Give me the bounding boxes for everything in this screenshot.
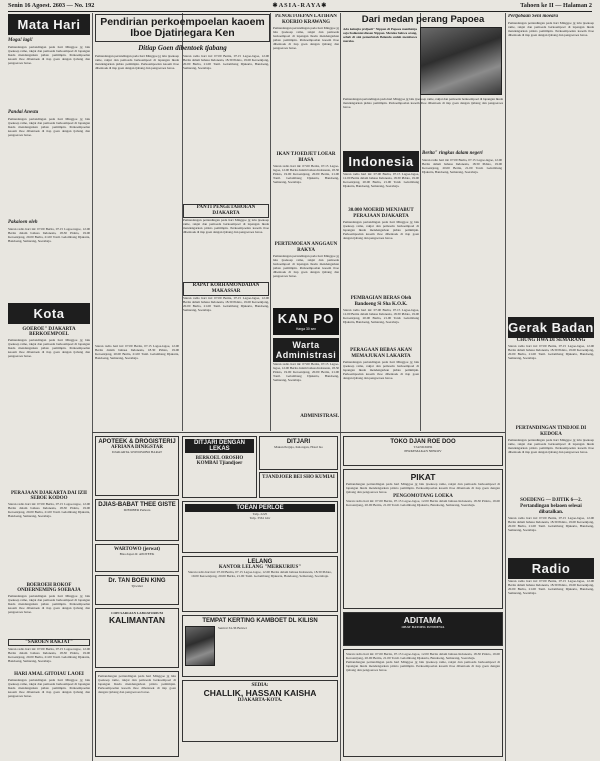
ad-title: DITJARI DENGAN LEKAS bbox=[185, 439, 254, 453]
ad-text: Pemandangan pertandingan pada hari Minggoe jg lalu tjoekoep rame, rakjat dan pemoeda berkoempoel di lapangan Ikada mendengarkan pidato pemimpin. Perkoempoelan kaoem iboe dibentoek di tiap goen dengan tjabang dan pengoeroes baroe. bbox=[346, 660, 500, 672]
masthead: ✱ASIA-RAYA✱ bbox=[272, 2, 328, 9]
column-5 bbox=[508, 14, 594, 759]
article-text: Pemandangan pertandingan pada hari Minggoe jg lalu tjoekoep rame, rakjat dan pemoeda berkoempoel di lapangan Ikada mendengarkan pidato pemimpin. Perkoempoelan kaoem iboe dibentoek di tiap goen dengan tjabang dan pengoeroes baroe. bbox=[343, 220, 419, 241]
ad-illustration bbox=[185, 626, 215, 666]
ad-title: TOKO DJAN ROE DOO bbox=[390, 439, 456, 445]
ad-name: BERKOEL OROSHO KOMBAI Tjiandjoer bbox=[195, 456, 244, 466]
ad-name: KALIMANTAN bbox=[108, 615, 166, 625]
kanpo-price: Harga 30 sen bbox=[295, 327, 317, 331]
subhead: Pandai Anestu bbox=[8, 110, 39, 115]
article-head: IKAN TJOEDJET LOEAR BIASA bbox=[276, 152, 336, 163]
lead-headline-box bbox=[95, 14, 270, 42]
ad-small-listings bbox=[95, 671, 179, 757]
article-text: Siaran radio hari ini: 07.00 Berita, 07.15 Lagoe-lagoe, 12.00 Berita dalam bahasa Indonesia, 18.30 Pidato, 19.00 Keroentjong, 20.00 Berita, 21.00 Tonil. Gelombang Djakarta, Bandoeng, Semarang, Soerabaja. bbox=[183, 54, 269, 71]
ad-name: PENGOMOTANG LOEKA bbox=[393, 494, 453, 499]
subhead: Pakaioen oleh bbox=[8, 220, 38, 225]
article-text: Pemandangan pertandingan pada hari Minggoe jg lalu tjoekoep rame, rakjat dan pemoeda berkoempoel di lapangan Ikada mendengarkan pidato pemimpin. Perkoempoelan kaoem iboe dibentoek di tiap goen dengan tjabang dan pengoeroes baroe. bbox=[95, 54, 179, 71]
article-head: PERTANDINGAN TINDJOE DI KEDOEA bbox=[515, 426, 587, 437]
section-banner-radio: Radio bbox=[508, 558, 594, 579]
article-text: Pemandangan pertandingan pada hari Minggoe jg lalu tjoekoep rame, rakjat dan pemoeda berkoempoel di lapangan Ikada mendengarkan pidato pemimpin. Perkoempoelan kaoem iboe dibentoek di tiap goen dengan tjabang dan pengoeroes baroe. bbox=[343, 97, 503, 110]
article-text: Siaran radio hari ini: 07.00 Berita, 07.15 Lagoe-lagoe, 12.00 Berita dalam bahasa Indonesia, 18.30 Pidato, 19.00 Keroentjong, 20.00 Berita, 21.00 Tonil. Gelombang Djakarta, Bandoeng, Semarang, Soerabaja. bbox=[8, 227, 90, 244]
header-edition: Tahoen ke II — Halaman 2 bbox=[520, 2, 592, 9]
article-text: Pemandangan pertandingan pada hari Minggoe jg lalu tjoekoep rame, rakjat dan pemoeda berkoempoel di lapangan Ikada mendengarkan pidato pemimpin. Perkoempoelan kaoem iboe dibentoek di tiap goen dengan tjabang dan pengoeroes baroe. bbox=[8, 117, 90, 138]
column-rule bbox=[92, 13, 93, 761]
ads-rule bbox=[92, 432, 505, 433]
ad-name: Tjiwidei bbox=[131, 584, 143, 588]
article-head: SOEDENG — DJITIK 6—2. Pertandingan belaoen selesai dibatalkan. bbox=[520, 498, 582, 515]
ad-sub: PERKEMAKAN NIEROV bbox=[404, 449, 442, 453]
lead-headline: Pendirian perkoempoelan kaoem Iboe Djatinegara Ken bbox=[100, 16, 265, 39]
news-photo bbox=[420, 27, 502, 95]
ad-title: TJANDJOER BEI SHO KUMIAI bbox=[262, 475, 335, 480]
papua-headline: Dari medan perang Papoea bbox=[361, 14, 485, 25]
ad-ditjari bbox=[182, 436, 257, 498]
article-text: Siaran radio hari ini: 07.00 Berita, 07.15 Lagoe-lagoe, 12.00 Berita dalam bahasa Indonesia, 18.30 Pidato, 19.00 Keroentjong, 20.00 Berita, 21.00 Tonil. Gelombang Djakarta, Bandoeng, Semarang, Soerabaja. bbox=[343, 172, 419, 189]
ad-name: Bisa dapat di: APOTEEK bbox=[119, 552, 155, 556]
header-rule bbox=[8, 11, 592, 12]
column-rule bbox=[505, 13, 506, 761]
subhead: Moga! lagi! bbox=[8, 38, 33, 43]
article-head: GOEROE" DJAKARTA BERKOEMPOEL bbox=[22, 327, 76, 337]
article-text: Siaran radio hari ini: 07.00 Berita, 07.15 Lagoe-lagoe, 12.00 Berita dalam bahasa Indonesia, 18.30 Pidato, 19.00 Keroentjong, 20.00 Berita, 21.00 Tonil. Gelombang Djakarta, Bandoeng, Semarang, Soerabaja. bbox=[422, 158, 502, 175]
ad-pikat bbox=[343, 469, 503, 609]
article-text: Siaran radio hari ini: 07.00 Berita, 07.15 Lagoe-lagoe, 12.00 Berita dalam bahasa Indonesia, 18.30 Pidato, 19.00 Keroentjong, 20.00 Berita, 21.00 Tonil. Gelombang Djakarta, Bandoeng, Semarang, Soerabaja. bbox=[273, 362, 339, 383]
admin-signature: ADMINISTRASI. bbox=[300, 414, 339, 419]
ad-thee bbox=[95, 499, 179, 541]
article-head: PENOETOEPAN LATIHAN KOERIO KRAWANG bbox=[275, 14, 337, 25]
ad-title: SEDIA: bbox=[251, 683, 269, 688]
article-head: CHUNG HWA DI SEMARANG bbox=[516, 338, 586, 343]
subhead: Pertjobaan Seni moeara bbox=[508, 14, 559, 19]
ad-title: TEMPAT KERTING KAMBOET DL KILISN bbox=[202, 618, 318, 624]
article-text: Siaran radio hari ini: 07.00 Berita, 07.15 Lagoe-lagoe, 12.00 Berita dalam bahasa Indonesia, 18.30 Pidato, 19.00 Keroentjong, 20.00 Berita, 21.00 Tonil. Gelombang Djakarta, Bandoeng, Semarang, Soerabaja. bbox=[343, 308, 419, 325]
ad-text: Pemandangan pertandingan pada hari Minggoe jg lalu tjoekoep rame, rakjat dan pemoeda berkoempoel di lapangan Ikada mendengarkan pidato pemimpin. Perkoempoelan kaoem iboe dibentoek di tiap goen dengan tjabang dan pengoeroes baroe. bbox=[98, 674, 176, 694]
ad-wartowo bbox=[95, 544, 179, 572]
ad-text: Siaran radio hari ini: 07.00 Berita, 07.15 Lagoe-lagoe, 12.00 Berita dalam bahasa Indonesia, 18.30 Pidato, 19.00 Keroentjong, 20.00 Berita, 21.00 Tonil. Gelombang Djakarta, Bandoeng, Semarang, Soerabaja. bbox=[187, 570, 333, 578]
article-head: RAPAT KORHAMONDADAN MAKASSAR bbox=[183, 282, 269, 296]
article-text: Siaran radio hari ini: 07.00 Berita, 07.15 Lagoe-lagoe, 12.00 Berita dalam bahasa Indonesia, 18.30 Pidato, 19.00 Keroentjong, 20.00 Berita, 21.00 Tonil. Gelombang Djakarta, Bandoeng, Semarang, Soerabaja. bbox=[8, 502, 90, 519]
page-header bbox=[8, 2, 592, 11]
radio-schedule: Siaran radio hari ini: 07.00 Berita, 07.15 Lagoe-lagoe, 12.00 Berita dalam bahasa Indonesia, 18.30 Pidato, 19.00 Keroentjong, 20.00 Berita, 21.00 Tonil. Gelombang Djakarta, Bandoeng, Semarang, Soerabaja. bbox=[508, 579, 594, 596]
ad-title: Dr. TAN BOEN KING bbox=[108, 578, 166, 584]
article-text: Pemandangan pertandingan pada hari Minggoe jg lalu tjoekoep rame, rakjat dan pemoeda berkoempoel di lapangan Ikada mendengarkan pidato pemimpin. Perkoempoelan kaoem iboe dibentoek di tiap goen dengan tjabang dan pengoeroes baroe. bbox=[508, 438, 594, 455]
column-4 bbox=[343, 14, 503, 432]
article-text: Siaran radio hari ini: 07.00 Berita, 07.15 Lagoe-lagoe, 12.00 Berita dalam bahasa Indonesia, 18.30 Pidato, 19.00 Keroentjong, 20.00 Berita, 21.00 Tonil. Gelombang Djakarta, Bandoeng, Semarang, Soerabaja. bbox=[508, 344, 594, 361]
article-head: PERAGAAN BEBAS AKAN MEMAJUKAN LAKARTA bbox=[350, 348, 412, 359]
column-rule bbox=[340, 13, 341, 761]
ad-apotheek bbox=[95, 436, 179, 496]
ad-name: Telp. 2225 bbox=[252, 512, 268, 516]
ad-line: DJAKARTA-WONOSOBO BARAT bbox=[111, 450, 163, 454]
article-text: Pemandangan pertandingan pada hari Minggoe jg lalu tjoekoep rame, rakjat dan pemoeda berkoempoel di lapangan Ikada mendengarkan pidato pemimpin. Perkoempoelan kaoem iboe dibentoek di tiap goen dengan tjabang dan pengoeroes baroe. bbox=[8, 594, 90, 615]
article-text: Pemandangan pertandingan pada hari Minggoe jg lalu tjoekoep rame, rakjat dan pemoeda berkoempoel di lapangan Ikada mendengarkan pidato pemimpin. Perkoempoelan kaoem iboe dibentoek di tiap goen dengan tjabang dan pengoeroes baroe. bbox=[343, 360, 419, 381]
ad-text: Siaran radio hari ini: 07.00 Berita, 07.15 Lagoe-lagoe, 12.00 Berita dalam bahasa Indonesia, 18.30 Pidato, 19.00 Keroentjong, 20.00 Berita, 21.00 Tonil. Gelombang Djakarta, Bandoeng, Semarang, Soerabaja. bbox=[346, 652, 500, 660]
ad-classifieds bbox=[343, 649, 503, 757]
ad-aditama bbox=[343, 612, 503, 646]
ad-title: LELANG bbox=[247, 559, 273, 565]
article-text: Siaran radio hari ini: 07.00 Berita, 07.15 Lagoe-lagoe, 12.00 Berita dalam bahasa Indonesia, 18.30 Pidato, 19.00 Keroentjong, 20.00 Berita, 21.00 Tonil. Gelombang Djakarta, Bandoeng, Semarang, Soerabaja. bbox=[508, 516, 594, 533]
column-3 bbox=[273, 14, 339, 432]
article-text: Siaran radio hari ini: 07.00 Berita, 07.15 Lagoe-lagoe, 12.00 Berita dalam bahasa Indonesia, 18.30 Pidato, 19.00 Keroentjong, 20.00 Berita, 21.00 Tonil. Gelombang Djakarta, Bandoeng, Semarang, Soerabaja. bbox=[95, 344, 179, 361]
ad-title: COPI SARGIAN LABOATORIUM bbox=[111, 611, 163, 615]
boxed-head: "SAROEN RAKJAT" bbox=[8, 639, 90, 646]
ad-title: DITJARI bbox=[286, 439, 311, 445]
ad-toko bbox=[343, 436, 503, 466]
ad-tjandjoer bbox=[259, 472, 338, 498]
ad-name: Makan Perjaja, Kalongan, Hotel Iso bbox=[274, 445, 323, 449]
article-text: Siaran radio hari ini: 07.00 Berita, 07.15 Lagoe-lagoe, 12.00 Berita dalam bahasa Indonesia, 18.30 Pidato, 19.00 Keroentjong, 20.00 Berita, 21.00 Tonil. Gelombang Djakarta, Bandoeng, Semarang, Soerabaja. bbox=[273, 164, 339, 185]
article-text: Pemandangan pertandingan pada hari Minggoe jg lalu tjoekoep rame, rakjat dan pemoeda berkoempoel di lapangan Ikada mendengarkan pidato pemimpin. Perkoempoelan kaoem iboe dibentoek di tiap goen dengan tjabang dan pengoeroes baroe. bbox=[273, 26, 339, 51]
article-head: 30.000 MOERID MENJABUT PERAJAAN DJAKARTA bbox=[348, 208, 414, 219]
article-text: Pemandangan pertandingan pada hari Minggoe jg lalu tjoekoep rame, rakjat dan pemoeda berkoempoel di lapangan Ikada mendengarkan pidato pemimpin. Perkoempoelan kaoem iboe dibentoek di tiap goen dengan tjabang dan pengoeroes baroe. bbox=[508, 21, 594, 38]
article-text: Pemandangan pertandingan pada hari Minggoe jg lalu tjoekoep rame, rakjat dan pemoeda berkoempoel di lapangan Ikada mendengarkan pidato pemimpin. Perkoempoelan kaoem iboe dibentoek di tiap goen dengan tjabang dan pengoeroes baroe. bbox=[8, 45, 90, 66]
section-banner-warta: Warta Administrasi bbox=[273, 338, 339, 362]
ad-sedia bbox=[182, 680, 338, 742]
ad-kalimantan bbox=[95, 608, 179, 668]
ad-title: TOEAN PERLOE bbox=[185, 504, 335, 512]
article-text: Siaran radio hari ini: 07.00 Berita, 07.15 Lagoe-lagoe, 12.00 Berita dalam bahasa Indonesia, 18.30 Pidato, 19.00 Keroentjong, 20.00 Berita, 21.00 Tonil. Gelombang Djakarta, Bandoeng, Semarang, Soerabaja. bbox=[183, 296, 269, 313]
ad-text: Siaran radio hari ini: 07.00 Berita, 07.15 Lagoe-lagoe, 12.00 Berita dalam bahasa Indonesia, 18.30 Pidato, 19.00 Keroentjong, 20.00 Berita, 21.00 Tonil. Gelombang Djakarta, Bandoeng, Semarang, Soerabaja. bbox=[346, 499, 500, 507]
ad-name: OBAT BATOEK ISTIMEWA bbox=[401, 625, 445, 629]
article-text: Pemandangan pertandingan pada hari Minggoe jg lalu tjoekoep rame, rakjat dan pemoeda berkoempoel di lapangan Ikada mendengarkan pidato pemimpin. Perkoempoelan kaoem iboe dibentoek di tiap goen dengan tjabang dan pengoeroes baroe. bbox=[8, 678, 90, 698]
subhead: Berita" ringkas dalam negeri bbox=[422, 151, 483, 156]
ad-doctor bbox=[95, 575, 179, 605]
article-head: HARI AMAL GITOIAU LAOEI bbox=[14, 672, 84, 677]
column-1 bbox=[8, 14, 90, 759]
article-text: Pemandangan pertandingan pada hari Minggoe jg lalu tjoekoep rame, rakjat dan pemoeda berkoempoel di lapangan Ikada mendengarkan pidato pemimpin. Perkoempoelan kaoem iboe dibentoek di tiap goen dengan tjabang dan pengoeroes baroe. bbox=[183, 218, 269, 235]
ad-title: WARTOWO (jerwat) bbox=[114, 547, 160, 552]
ad-title: APOTEEK & DROGISTERIJ bbox=[98, 439, 176, 445]
ad-address: DJAKARTA-KOTA. bbox=[237, 698, 283, 703]
section-banner-indonesia: Indonesia bbox=[343, 151, 419, 172]
article-text: Siaran radio hari ini: 07.00 Berita, 07.15 Lagoe-lagoe, 12.00 Berita dalam bahasa Indonesia, 18.30 Pidato, 19.00 Keroentjong, 20.00 Berita, 21.00 Tonil. Gelombang Djakarta, Bandoeng, Semarang, Soerabaja. bbox=[8, 647, 90, 664]
ad-title: ADITAMA bbox=[403, 615, 443, 625]
ad-text: Pemandangan pertandingan pada hari Minggoe jg lalu tjoekoep rame, rakjat dan pemoeda berkoempoel di lapangan Ikada mendengarkan pidato pemimpin. Perkoempoelan kaoem iboe dibentoek di tiap goen dengan tjabang dan pengoeroes baroe. bbox=[346, 482, 500, 494]
ad-title: PIKAT bbox=[410, 472, 436, 482]
ad-name: TJANDJOER bbox=[413, 445, 433, 449]
article-head: PERTEMOEAN ANGGAUN RAKYA bbox=[274, 242, 338, 253]
article-head: BOEROEH ROKOF ONDERNEMING SOEBAJA bbox=[17, 583, 81, 593]
ad-title: DJIAS-BABAT THEE GISTE bbox=[98, 502, 176, 508]
ad-phone: Telp. 3561 Gbr bbox=[249, 516, 271, 520]
article-text: Pemandangan pertandingan pada hari Minggoe jg lalu tjoekoep rame, rakjat dan pemoeda berkoempoel di lapangan Ikada mendengarkan pidato pemimpin. Perkoempoelan kaoem iboe dibentoek di tiap goen dengan tjabang dan pengoeroes baroe. bbox=[8, 338, 90, 359]
section-banner-kota: Kota bbox=[8, 303, 90, 324]
article-head: PANTI PENGETAHOEAN DJAKARTA bbox=[183, 204, 269, 218]
section-banner-gerak-badan: Gerak Badan bbox=[508, 317, 594, 338]
ad-name: CHALLIK, HASSAN KAISHA bbox=[203, 688, 317, 698]
ad-name: DJEMBER Perkara bbox=[123, 508, 151, 512]
ad-ditjari-2 bbox=[259, 436, 338, 470]
ad-toean-perloe bbox=[182, 501, 338, 553]
ad-lelang bbox=[182, 556, 338, 612]
kanpo-box bbox=[273, 308, 339, 335]
ad-name: Sentral 34-36 Betawi bbox=[218, 626, 247, 630]
article-text: Pemandangan pertandingan pada hari Minggoe jg lalu tjoekoep rame, rakjat dan pemoeda berkoempoel di lapangan Ikada mendengarkan pidato pemimpin. Perkoempoelan kaoem iboe dibentoek di tiap goen dengan tjabang dan pengoeroes baroe. bbox=[273, 254, 339, 279]
column-rule bbox=[270, 13, 271, 431]
kanpo-title: KAN PO bbox=[277, 311, 335, 326]
ad-tempat bbox=[182, 615, 338, 677]
article-head: PERAJAAN DJAKARTA DAI IZII SEBOE KODOO bbox=[11, 491, 87, 501]
section-banner-mata-hari: Mata Hari bbox=[8, 14, 90, 35]
article-head: PEMBAGIAN BERAS Oleh Bandoeng Si Sha K.O.K. bbox=[350, 296, 412, 307]
header-date: Senin 16 Agoest. 2603 — No. 192 bbox=[8, 2, 95, 9]
column-2 bbox=[95, 14, 270, 432]
photo-caption: Ada keinsjia prdjoeit" Nippon di Papoea menilainja saja Kaikentai diesan Nippon. Mereka bahwa orang, sebab di sini pemerintah Belanda sudah membawa mereka. bbox=[343, 27, 417, 44]
lead-subhead: Ditiap Goen dibentoek tjabang bbox=[138, 44, 227, 52]
ad-name: AFRIANA DINIGSTAR bbox=[111, 445, 163, 450]
ad-name: KANTOR LELANG "MERKURIUS" bbox=[218, 565, 302, 570]
